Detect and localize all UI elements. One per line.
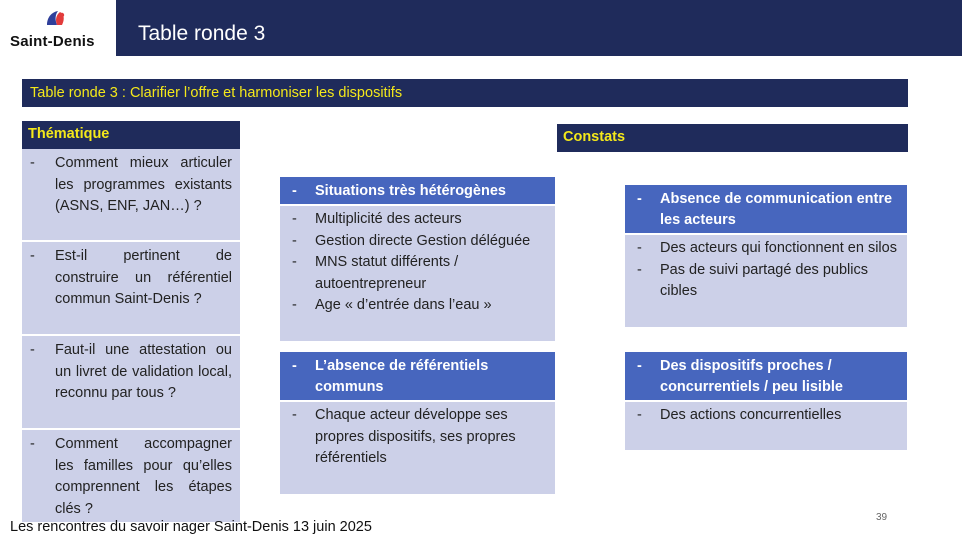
box-title: L’absence de référentiels communs xyxy=(315,358,489,395)
question-cell xyxy=(22,336,240,430)
box-item: Des actions concurrentielles xyxy=(660,407,842,423)
box-item: MNS statut différents / autoentrepreneur xyxy=(315,254,459,292)
constats-heading: Constats xyxy=(557,124,908,152)
footer-text: Les rencontres du savoir nager Saint-Denis 13 juin 2025 xyxy=(10,519,372,535)
question-cell xyxy=(22,430,240,522)
bullet-dash: - xyxy=(292,232,297,249)
box-heading xyxy=(280,177,555,206)
bullet-dash: - xyxy=(292,211,297,227)
question-text: Comment accompagner les familles pour qu’elles comprennent les étapes clés ? xyxy=(55,436,232,517)
box-item: Multiplicité des acteurs xyxy=(315,211,462,227)
box-body xyxy=(280,402,555,494)
subtitle: Table ronde 3 : Clarifier l’offre et harmoniser les dispositifs xyxy=(30,85,403,101)
bullet-dash: - xyxy=(637,358,642,374)
box-heading xyxy=(280,352,555,402)
page-number: 39 xyxy=(876,512,888,523)
box-title: Situations très hétérogènes xyxy=(315,183,506,199)
question-cell xyxy=(22,242,240,336)
bullet-dash: - xyxy=(292,297,297,313)
bullet-dash: - xyxy=(292,183,297,199)
box-body xyxy=(625,402,907,450)
bullet-dash: - xyxy=(292,407,297,423)
question-text: Comment mieux articuler les programmes existants (ASNS, ENF, JAN…) ? xyxy=(55,155,232,214)
box-item: Gestion directe Gestion déléguée xyxy=(315,232,531,249)
box-body xyxy=(625,235,907,327)
question-text: Faut-il une attestation ou un livret de validation local, reconnu par tous ? xyxy=(55,342,232,401)
bullet-dash: - xyxy=(637,240,642,256)
box-heading xyxy=(625,352,907,402)
saint-denis-logo-icon xyxy=(44,9,74,27)
logo-text: Saint-Denis xyxy=(10,33,95,50)
bullet-dash: - xyxy=(30,248,35,264)
box-item: Chaque acteur développe ses propres dispositifs, ses propres référentiels xyxy=(315,407,516,466)
bullet-dash: - xyxy=(30,436,35,452)
question-text: Est-il pertinent de construire un référentiel commun Saint-Denis ? xyxy=(55,248,232,307)
thematique-heading: Thématique xyxy=(22,121,240,149)
box-heading xyxy=(625,185,907,235)
box-item: Age « d’entrée dans l’eau » xyxy=(315,297,492,313)
box-item: Des acteurs qui fonctionnent en silos xyxy=(660,240,897,256)
bullet-dash: - xyxy=(637,407,642,423)
bullet-dash: - xyxy=(637,191,642,207)
bullet-dash: - xyxy=(292,358,297,374)
question-cell xyxy=(22,149,240,242)
page-title: Table ronde 3 xyxy=(138,22,266,45)
bullet-dash: - xyxy=(30,342,35,358)
box-item: Pas de suivi partagé des publics cibles xyxy=(660,261,868,299)
bullet-dash: - xyxy=(637,261,642,278)
box-title: Absence de communication entre les acteurs xyxy=(660,191,893,228)
bullet-dash: - xyxy=(292,254,297,270)
bullet-dash: - xyxy=(30,155,35,171)
box-body xyxy=(280,206,555,341)
box-title: Des dispositifs proches / concurrentiels / peu lisible xyxy=(660,358,843,395)
